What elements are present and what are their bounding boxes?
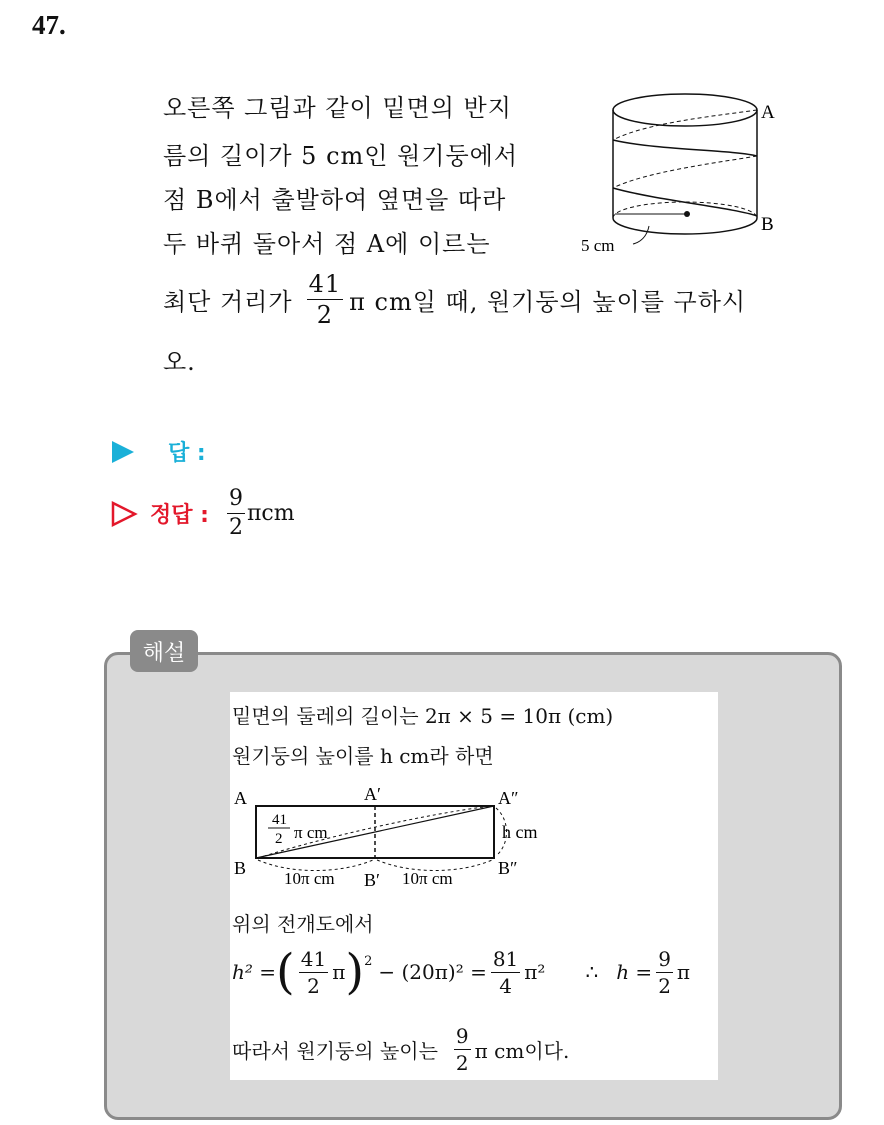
net-seg-1: 10π cm [284, 869, 335, 888]
question-line-6: 오. [163, 348, 196, 376]
question-line-3: 점 B에서 출발하여 옆면을 따라 [163, 186, 507, 214]
net-label-a1: A′ [364, 788, 381, 804]
eq-num-1: 41 [300, 946, 327, 971]
solution-tab: 해설 [130, 630, 198, 672]
net-seg-2: 10π cm [402, 869, 453, 888]
eq-pi-3: π [676, 960, 691, 984]
net-label-a2: A″ [498, 788, 519, 808]
eq-frac-2 [491, 946, 520, 998]
net-diagram [230, 788, 560, 898]
eq-den-3: 2 [658, 973, 671, 998]
correct-unit: πcm [246, 501, 295, 526]
solution-content [230, 692, 718, 1080]
answer-label: 답 : [168, 441, 206, 466]
eq-mid: − (20π)² = [378, 960, 487, 984]
helix-back-1 [613, 110, 757, 140]
eq-frac-3 [656, 946, 673, 998]
answer-row [110, 436, 206, 467]
solution-line-4 [232, 1026, 569, 1073]
eq-paren-open: ( [276, 944, 295, 1000]
correct-answer-row [110, 488, 295, 539]
net-label-b: B [234, 858, 247, 878]
solution-line-1: 밑면의 둘레의 길이는 2π × 5 = 10π (cm) [232, 704, 614, 728]
distance-numerator: 41 [308, 270, 342, 298]
line5-pre: 최단 거리가 [163, 288, 293, 316]
solution-equation [232, 944, 691, 1000]
eq-den-1: 2 [307, 973, 320, 998]
answer-arrow-icon [110, 439, 136, 465]
eq-num-2: 81 [492, 946, 519, 971]
net-diag-den: 2 [275, 831, 283, 847]
line4-pre: 따라서 원기둥의 높이는 [232, 1039, 438, 1063]
point-b-label: B [761, 214, 774, 235]
helix-back-2 [613, 156, 757, 188]
eq-den-2: 4 [499, 973, 512, 998]
correct-denominator: 2 [228, 515, 243, 540]
net-label-a: A [234, 788, 247, 808]
net-diag-unit: π cm [294, 823, 328, 842]
line4-post: π cm이다. [474, 1039, 570, 1063]
eq-square: 2 [364, 954, 373, 969]
net-label-b1: B′ [364, 870, 380, 890]
question-line-5 [163, 272, 746, 327]
eq-pi-2: π² [524, 960, 546, 984]
line4-fraction [454, 1026, 471, 1073]
question-line-1: 오른쪽 그림과 같이 밑면의 반지 [163, 94, 512, 122]
eq-lhs: h² = [232, 960, 277, 984]
line4-numerator: 9 [455, 1024, 469, 1048]
question-number: 47. [32, 10, 66, 40]
net-diag-num: 41 [272, 812, 287, 828]
cylinder-bottom-front [613, 218, 757, 234]
correct-numerator: 9 [227, 488, 245, 514]
cylinder-top [613, 94, 757, 126]
eq-num-3: 9 [658, 946, 671, 971]
eq-therefore: ∴ [585, 960, 599, 984]
correct-label: 정답 : [150, 503, 209, 528]
solution-line-3: 위의 전개도에서 [232, 912, 374, 936]
distance-fraction [307, 272, 344, 327]
solution-line-2: 원기둥의 높이를 h cm라 하면 [232, 744, 494, 768]
question-line-2: 름의 길이가 5 cm인 원기둥에서 [163, 142, 519, 170]
distance-denominator: 2 [316, 301, 333, 329]
eq-h: h = [616, 960, 653, 984]
radius-label: 5 cm [581, 236, 615, 255]
eq-frac-1 [299, 946, 328, 998]
radius-arrow [633, 226, 649, 244]
net-height-label: h cm [502, 822, 538, 842]
correct-value [227, 488, 295, 539]
helix-front-1 [613, 140, 757, 156]
net-label-b2: B″ [498, 858, 518, 878]
correct-arrow-icon [110, 500, 138, 528]
line4-denominator: 2 [455, 1051, 469, 1075]
question-line-4: 두 바퀴 돌아서 점 A에 이르는 [163, 230, 491, 258]
center-point [684, 211, 690, 217]
eq-pi-1: π [332, 960, 346, 984]
point-a-label: A [761, 102, 775, 123]
cylinder-figure [575, 88, 790, 263]
eq-paren-close: ) [345, 944, 365, 1000]
correct-fraction [227, 488, 245, 539]
line5-post: π cm일 때, 원기둥의 높이를 구하시 [349, 288, 747, 316]
